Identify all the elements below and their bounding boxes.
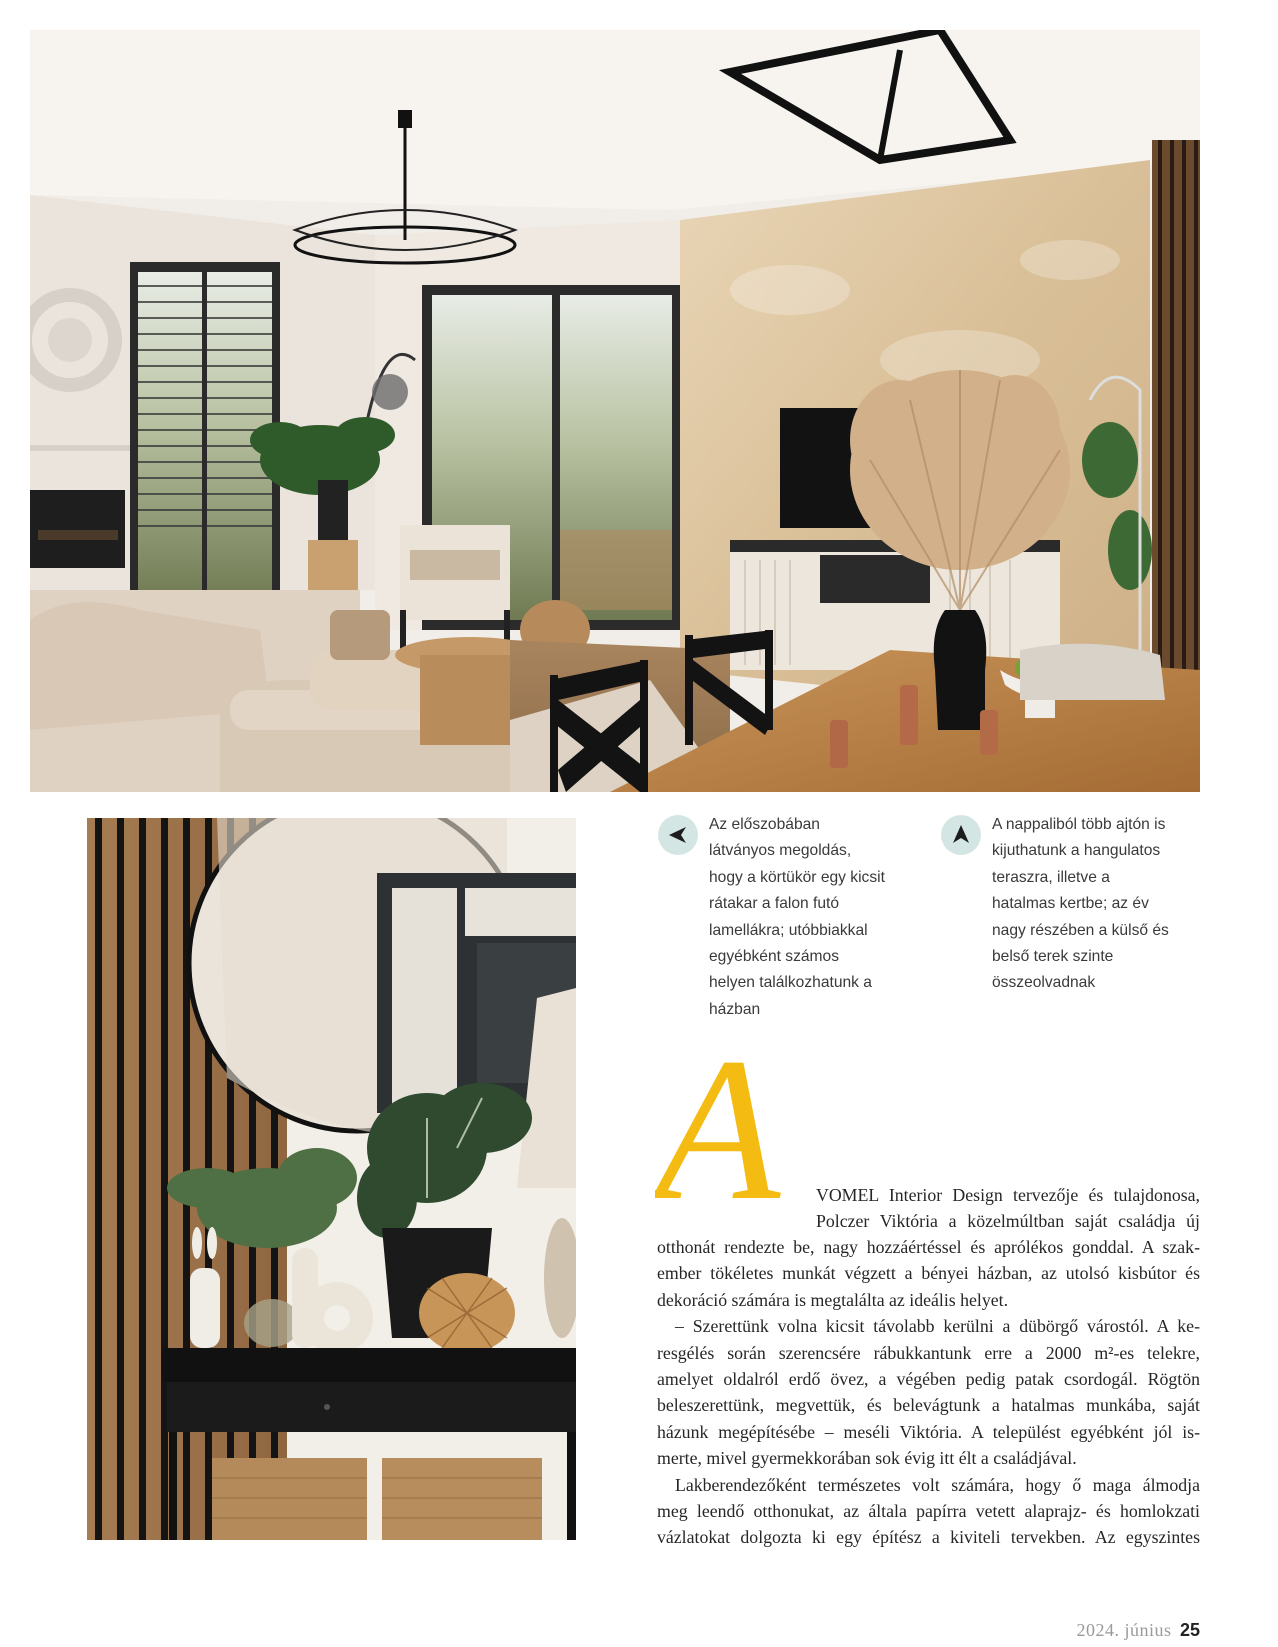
dropcap-letter: [655, 1048, 815, 1228]
caption-living-room-text: A nappaliból több ajtón is kijuthatunk a hangulatos teraszra, illetve a hatalmas kertbe; az év nagy részében a külső és belső terek szinte összeolvadnak: [992, 816, 1169, 992]
living-room-photo: [30, 30, 1200, 792]
body-line: beleszerettünk, megvettük, és belevágtunk a hatalmas munkába, saját: [657, 1395, 1200, 1416]
page-folio: [1076, 1620, 1200, 1641]
arrow-up-icon: [940, 814, 982, 856]
body-line: Lakberendezőként természetes volt számára, hogy ő maga álmodja: [675, 1474, 1200, 1495]
body-line: házunk megépítésébe – meséli Viktória. A települést egyébként jól is-: [657, 1421, 1200, 1442]
page-number: 25: [1179, 1620, 1200, 1640]
lead-line: VOMEL Interior Design tervezője és tulajdonosa,: [816, 1185, 1200, 1205]
body-line: ember tökéletes munkát végzett a bényei házban, az utolsó kisbútor és: [657, 1263, 1200, 1284]
caption-living-room: [940, 812, 1172, 997]
body-line: – Szerettünk volna kicsit távolabb kerülni a dübörgő várostól. A ke-: [675, 1316, 1200, 1337]
living-room-illustration: [30, 30, 1200, 792]
body-line: meg leendő otthonukat, az általa papírra vetett alaprajz- és homlokzati: [657, 1501, 1200, 1522]
body-line: merte, mivel gyermekkorában sok évig itt élt a családjával.: [657, 1448, 1077, 1469]
lead-line: Polczer Viktória a közelmúltban saját családja új: [816, 1211, 1200, 1232]
body-line: vázlatokat dolgozta ki egy építész a kiviteli tervekben. Az egyszintes: [657, 1527, 1200, 1548]
article-body: [657, 1234, 1200, 1551]
issue-date: 2024. június: [1076, 1620, 1172, 1640]
caption-hallway: [657, 812, 889, 1023]
caption-hallway-text: Az előszobában látványos megoldás, hogy a körtükör egy kicsit rátakar a falon futó lamellákra; utóbbiakkal egyébként számos helyen találkozhatunk a házban: [709, 816, 885, 1018]
body-line: resgélés során szerencsére rábukkantunk erre a 2000 m²-es telekre,: [657, 1342, 1200, 1363]
body-line: dekoráció számára is megtalálta az ideális helyet.: [657, 1289, 1009, 1310]
svg-text:A: A: [655, 1048, 781, 1228]
body-line: amelyet oldalról erdő övez, a végében pedig patak csordogál. Rögtön: [657, 1369, 1200, 1390]
hallway-photo: [87, 818, 576, 1540]
body-line: otthonát rendezte be, nagy hozzáértéssel és aprólékos gonddal. A szak-: [657, 1237, 1200, 1257]
article-lead: [816, 1182, 1200, 1235]
hallway-illustration: [87, 818, 576, 1540]
arrow-left-icon: [657, 814, 699, 856]
